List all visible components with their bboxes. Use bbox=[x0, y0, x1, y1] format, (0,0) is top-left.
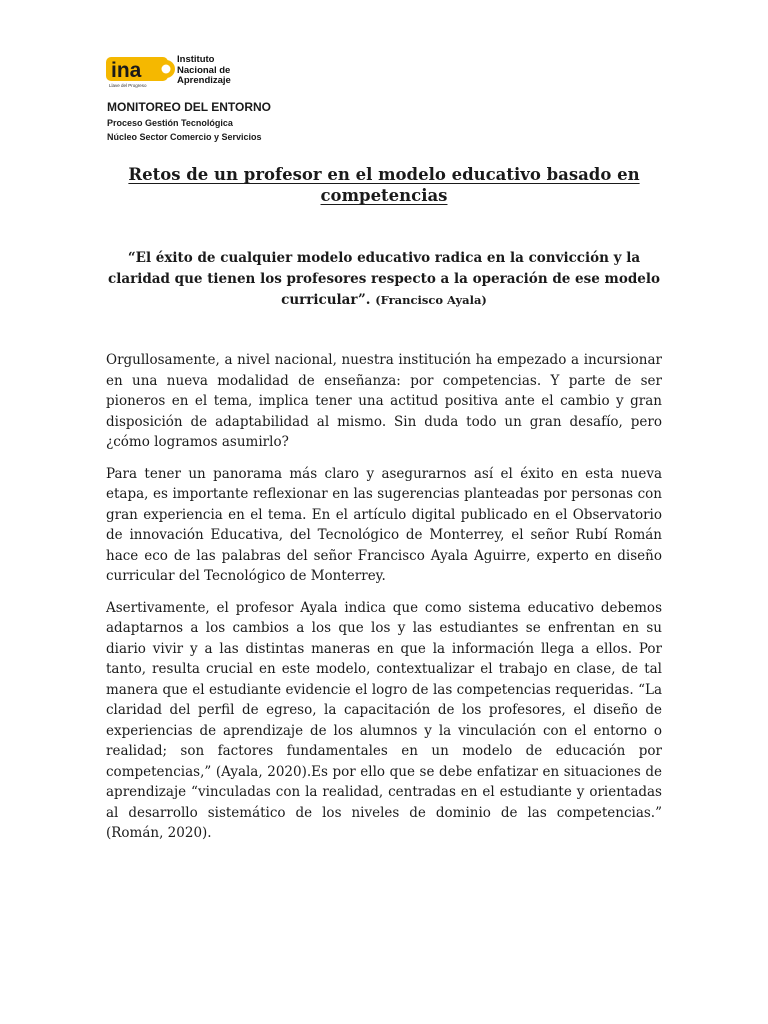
ina-logo bbox=[106, 54, 246, 92]
paragraph: Orgullosamente, a nivel nacional, nuestra institución ha empezado a incursionar en una nueva modalidad de enseñanza: por competencias. Y parte de ser pioneros en el tema, implica tener una actitud positiva ante el cambio y gran disposición de adaptabilidad al mismo. Sin duda todo un gran desafío, pero ¿cómo logramos asumirlo? bbox=[106, 352, 662, 450]
ina-logo-mark bbox=[106, 54, 176, 84]
process-name: Proceso Gestión Tecnológica bbox=[107, 118, 233, 128]
org-name: Instituto Nacional de Aprendizaje bbox=[177, 54, 231, 86]
sector-name: Núcleo Sector Comercio y Servicios bbox=[107, 132, 262, 142]
paragraph: Para tener un panorama más claro y asegurarnos así el éxito en esta nueva etapa, es importante reflexionar en las sugerencias planteadas por personas con gran experiencia en el tema. En el artículo digital publicado en el Observatorio de innovación Educativa, del Tecnológico de Monterrey, el señor Rubí Román hace eco de las palabras del señor Francisco Ayala Aguirre, experto en diseño curricular del Tecnológico de Monterrey. bbox=[106, 465, 662, 584]
article-body bbox=[106, 350, 662, 855]
paragraph: Asertivamente, el profesor Ayala indica que como sistema educativo debemos adaptarnos a los cambios a los que los y las estudiantes se enfrentan en su diario vivir y a las distintas maneras en que la información llega a ellos. Por tanto, resulta crucial en este modelo, contextualizar el trabajo en clase, de tal manera que el estudiante evidencie el logro de las competencias requeridas. “La claridad del perfil de egreso, la capacitación de los profesores, el diseño de experiencias de aprendizaje de los alumnos y la vinculación con el entorno o realidad; son factores fundamentales en un modelo de educación por competencias,” (Ayala, 2020).Es por ello que se debe enfatizar en situaciones de aprendizaje “vinculadas con la realidad, centradas en el estudiante y orientadas al desarrollo sistemático de los niveles de dominio de las competencias.” (Román, 2020). bbox=[106, 599, 662, 841]
epigraph-quote bbox=[106, 248, 662, 311]
quote-attribution: (Francisco Ayala) bbox=[375, 293, 487, 307]
document-header bbox=[107, 98, 271, 144]
quote-text: “El éxito de cualquier modelo educativo radica en la convicción y la claridad que tienen los profesores respecto a la operación de ese modelo curricular”. bbox=[107, 250, 660, 308]
unit-name: MONITOREO DEL ENTORNO bbox=[107, 100, 272, 114]
page-title: Retos de un profesor en el modelo educativo basado en competencias bbox=[128, 165, 640, 205]
logo-mark-text: ina bbox=[111, 59, 142, 82]
logo-tagline: Llave del Progreso bbox=[109, 83, 147, 88]
